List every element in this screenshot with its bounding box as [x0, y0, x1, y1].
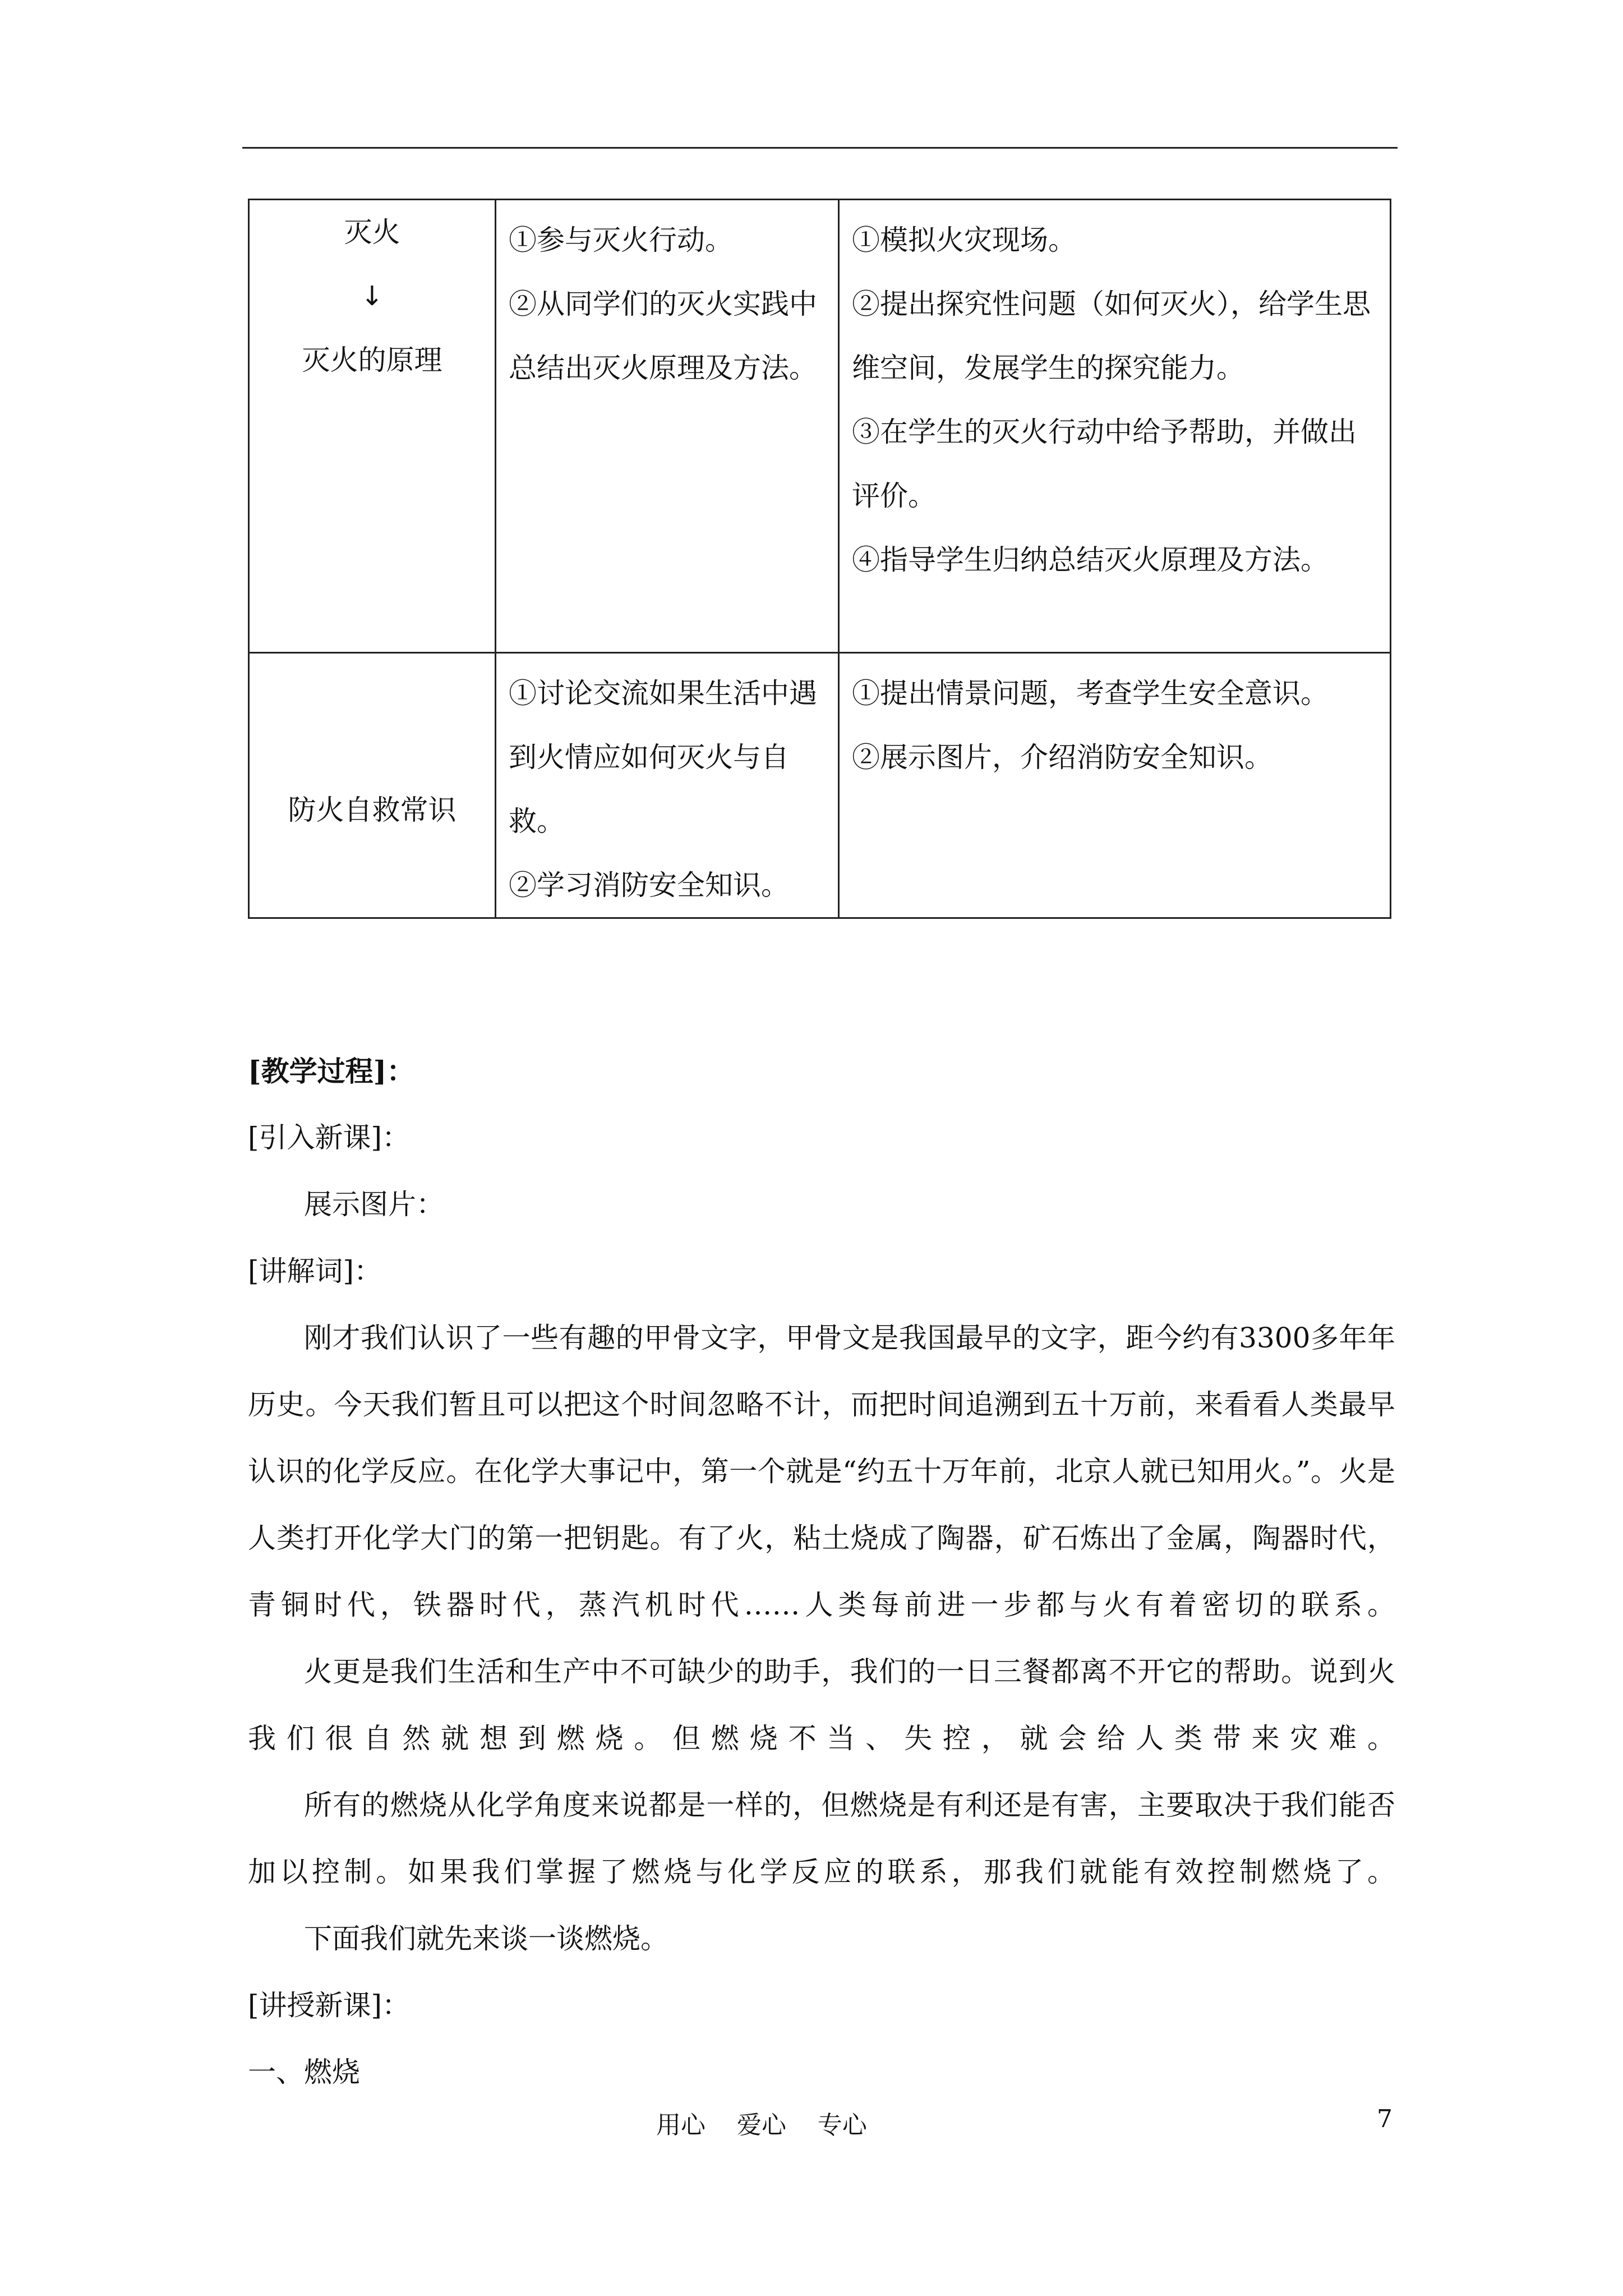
explain-heading: [讲解词]： [248, 1255, 382, 1287]
down-arrow-icon: ↓ [361, 280, 384, 312]
topic-title: 灭火 [344, 216, 400, 249]
student-activity-cell [496, 200, 839, 653]
paragraph: 刚才我们认识了一些有趣的甲骨文字，甲骨文是我国最早的文字，距今约有3300多年年历史。今天我们暂且可以把这个时间忽略不计，而把时间追溯到五十万前，来看看人类最早认识的化学反应。在化学大事记中，第一个就是“约五十万年前，北京人就已知用火。”。火是人类打开化学大门的第一把钥匙。有了火，粘土烧成了陶器，矿石炼出了金属，陶器时代，青铜时代，铁器时代，蒸汽机时代……人类每前进一步都与火有着密切的联系。 [248, 1322, 1395, 1621]
intro-heading: [引入新课]： [248, 1121, 411, 1154]
list-item: ②从同学们的灭火实践中总结出灭火原理及方法。 [509, 288, 817, 384]
page-number: 7 [1377, 2105, 1393, 2133]
list-item: ②提出探究性问题（如何灭火），给学生思维空间，发展学生的探究能力。 [852, 288, 1371, 384]
section-heading: 一、燃烧 [248, 2056, 360, 2088]
paragraph: 所有的燃烧从化学角度来说都是一样的，但燃烧是有利还是有害，主要取决于我们能否加以控制。如果我们掌握了燃烧与化学反应的联系，那我们就能有效控制燃烧了。 [248, 1789, 1395, 1888]
list-item: ④指导学生归纳总结灭火原理及方法。 [852, 544, 1329, 576]
topic-cell [249, 200, 496, 653]
topic-title: 防火自救常识 [288, 794, 457, 826]
list-item: ①讨论交流如果生活中遇到火情应如何灭火与自救。 [509, 677, 817, 838]
paragraph: 火更是我们生活和生产中不可缺少的助手，我们的一日三餐都离不开它的帮助。说到火我们很自然就想到燃烧。但燃烧不当、失控，就会给人类带来灾难。 [248, 1655, 1395, 1755]
lecture-heading: [讲授新课]： [248, 1989, 411, 2022]
list-item: ②学习消防安全知识。 [509, 869, 789, 901]
table-row [249, 200, 1391, 653]
paragraph: 下面我们就先来谈一谈燃烧。 [304, 1922, 668, 1955]
list-item: ①参与灭火行动。 [509, 224, 733, 256]
show-pictures-line: 展示图片： [304, 1188, 444, 1221]
footer-motto: 用心 爱心 专心 [656, 2111, 867, 2139]
table-row [249, 653, 1391, 918]
lesson-body [248, 1038, 1395, 2106]
lesson-plan-table [248, 199, 1391, 919]
teacher-activity-cell [839, 200, 1391, 653]
topic-cell [249, 653, 496, 918]
list-item: ③在学生的灭火行动中给予帮助，并做出评价。 [852, 416, 1357, 512]
student-activity-cell [496, 653, 839, 918]
teacher-activity-cell [839, 653, 1391, 918]
process-heading: [教学过程]： [248, 1055, 415, 1088]
list-item: ①提出情景问题，考查学生安全意识。 [852, 677, 1329, 710]
header-rule [242, 147, 1398, 149]
list-item: ②展示图片，介绍消防安全知识。 [852, 741, 1272, 774]
topic-subtitle: 灭火的原理 [302, 344, 442, 376]
list-item: ①模拟火灾现场。 [852, 224, 1076, 256]
